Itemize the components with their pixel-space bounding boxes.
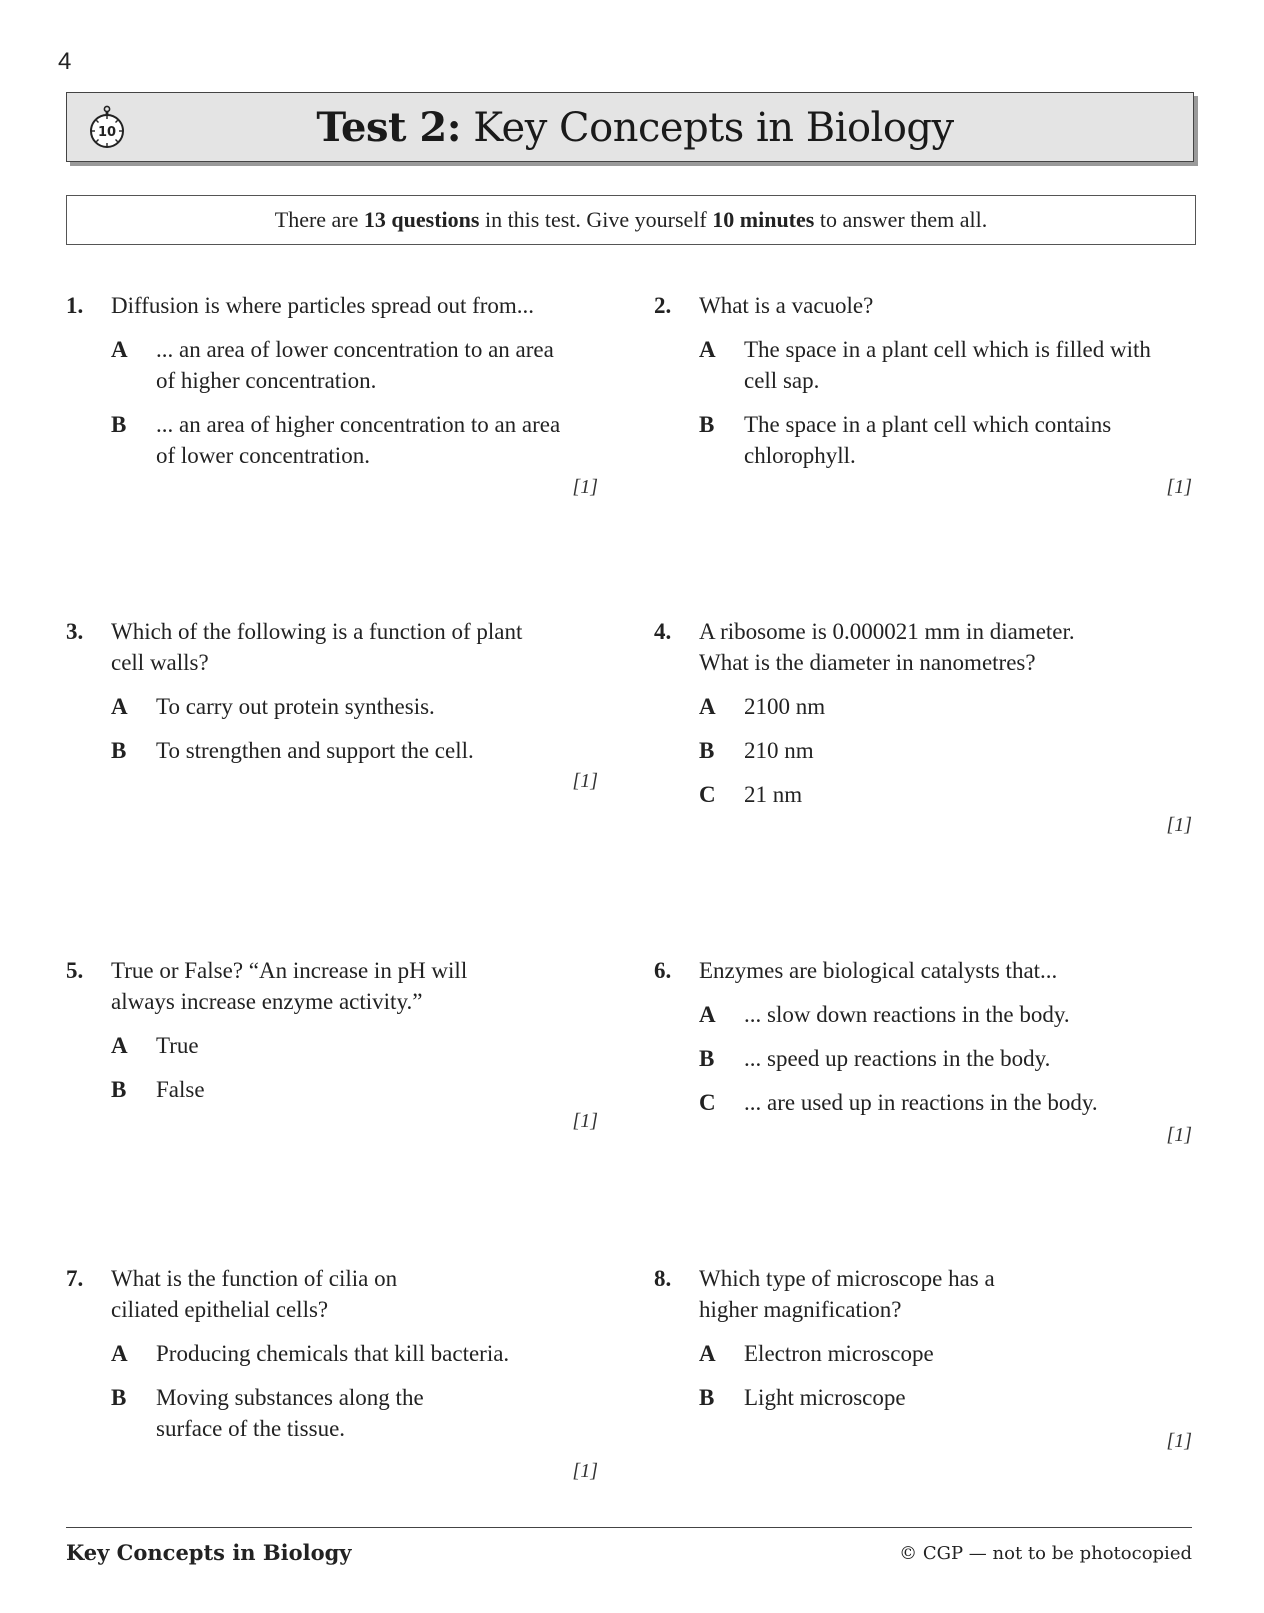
option-c[interactable] — [699, 779, 1174, 810]
option-text: ... slow down reactions in the body. — [744, 1002, 1070, 1027]
intro-time: 10 minutes — [712, 207, 815, 232]
question-7 — [66, 1263, 566, 1444]
option-a[interactable] — [111, 691, 566, 722]
marks-q4: [1] — [1166, 814, 1192, 836]
option-text: To carry out protein synthesis. — [156, 694, 435, 719]
option-b[interactable] — [111, 1382, 566, 1444]
option-letter: B — [111, 738, 127, 763]
option-letter: A — [699, 1002, 716, 1027]
question-1 — [66, 290, 566, 471]
footer-divider — [66, 1527, 1192, 1528]
marks-q8: [1] — [1166, 1430, 1192, 1452]
option-letter: B — [699, 738, 715, 763]
option-text: To strengthen and support the cell. — [156, 738, 474, 763]
marks-q6: [1] — [1166, 1124, 1192, 1146]
footer-topic: Key Concepts in Biology — [66, 1540, 352, 1565]
option-b[interactable] — [699, 409, 1174, 471]
page-title — [316, 104, 953, 151]
option-a[interactable] — [699, 1338, 1174, 1369]
option-a[interactable] — [111, 1030, 566, 1061]
marks-q1: [1] — [572, 476, 598, 498]
option-letter: B — [699, 1046, 715, 1071]
question-4 — [654, 616, 1174, 810]
question-number: 8. — [654, 1266, 672, 1291]
option-letter: B — [699, 1385, 715, 1410]
option-letter: B — [111, 412, 127, 437]
option-text: True — [156, 1033, 199, 1058]
option-letter: C — [699, 1090, 716, 1115]
option-b[interactable] — [111, 409, 566, 471]
option-text: 21 nm — [744, 782, 803, 807]
option-letter: B — [111, 1077, 127, 1102]
intro-question-count: 13 questions — [363, 207, 480, 232]
question-5 — [66, 955, 566, 1105]
option-text: Electron microscope — [744, 1341, 934, 1366]
question-text: A ribosome is 0.000021 mm in diameter. What is the diameter in nanometres? — [699, 619, 1075, 675]
marks-q5: [1] — [572, 1110, 598, 1132]
intro-part3: to answer them all. — [814, 207, 988, 232]
title-topic: Key Concepts in Biology — [461, 104, 954, 151]
question-6 — [654, 955, 1174, 1118]
question-text: Enzymes are biological catalysts that... — [699, 958, 1058, 983]
option-b[interactable] — [699, 1043, 1174, 1074]
option-text: ... an area of lower concentration to an area of higher concentration. — [156, 337, 554, 393]
option-a[interactable] — [699, 691, 1174, 722]
stopwatch-icon — [87, 105, 127, 149]
option-a[interactable] — [111, 1338, 566, 1369]
option-text: Moving substances along the surface of the tissue. — [156, 1385, 424, 1441]
title-test-number: Test 2: — [316, 103, 462, 151]
option-text: False — [156, 1077, 205, 1102]
option-letter: B — [699, 412, 715, 437]
timer-minutes: 10 — [97, 125, 117, 140]
question-2 — [654, 290, 1174, 471]
option-a[interactable] — [699, 334, 1174, 396]
option-letter: A — [111, 337, 128, 362]
question-8 — [654, 1263, 1174, 1413]
question-number: 6. — [654, 958, 672, 983]
option-text: Producing chemicals that kill bacteria. — [156, 1341, 510, 1366]
option-text: ... speed up reactions in the body. — [744, 1046, 1051, 1071]
question-number: 1. — [66, 293, 84, 318]
question-text: What is the function of cilia on ciliated epithelial cells? — [111, 1266, 398, 1322]
option-text: Light microscope — [744, 1385, 906, 1410]
option-text: ... are used up in reactions in the body. — [744, 1090, 1098, 1115]
option-c[interactable] — [699, 1087, 1174, 1118]
footer-copyright: © CGP — not to be photocopied — [899, 1543, 1192, 1564]
option-b[interactable] — [111, 735, 566, 766]
option-text: 210 nm — [744, 738, 814, 763]
question-text: Which of the following is a function of plant cell walls? — [111, 619, 523, 675]
option-text: 2100 nm — [744, 694, 826, 719]
option-letter: A — [111, 1033, 128, 1058]
option-letter: A — [699, 694, 716, 719]
option-letter: A — [699, 337, 716, 362]
option-text: ... an area of higher concentration to an area of lower concentration. — [156, 412, 561, 468]
option-a[interactable] — [699, 999, 1174, 1030]
question-number: 5. — [66, 958, 84, 983]
option-b[interactable] — [699, 735, 1174, 766]
marks-q3: [1] — [572, 770, 598, 792]
test-title-bar — [66, 92, 1194, 162]
question-text: Which type of microscope has a higher magnification? — [699, 1266, 995, 1322]
question-3 — [66, 616, 566, 766]
option-b[interactable] — [111, 1074, 566, 1105]
option-text: The space in a plant cell which contains chlorophyll. — [744, 412, 1112, 468]
intro-part2: in this test. Give yourself — [479, 207, 713, 232]
option-letter: B — [111, 1385, 127, 1410]
option-letter: A — [699, 1341, 716, 1366]
marks-q2: [1] — [1166, 476, 1192, 498]
question-number: 4. — [654, 619, 672, 644]
question-number: 2. — [654, 293, 672, 318]
question-number: 3. — [66, 619, 84, 644]
question-text: Diffusion is where particles spread out from... — [111, 293, 535, 318]
option-text: The space in a plant cell which is filled with cell sap. — [744, 337, 1151, 393]
option-letter: C — [699, 782, 716, 807]
question-text: True or False? “An increase in pH will always increase enzyme activity.” — [111, 958, 468, 1014]
question-number: 7. — [66, 1266, 84, 1291]
option-b[interactable] — [699, 1382, 1174, 1413]
instructions-box — [66, 195, 1196, 245]
question-text: What is a vacuole? — [699, 293, 874, 318]
marks-q7: [1] — [572, 1460, 598, 1482]
page-number: 4 — [58, 48, 72, 75]
intro-part1: There are — [274, 207, 364, 232]
option-letter: A — [111, 694, 128, 719]
option-letter: A — [111, 1341, 128, 1366]
option-a[interactable] — [111, 334, 566, 396]
